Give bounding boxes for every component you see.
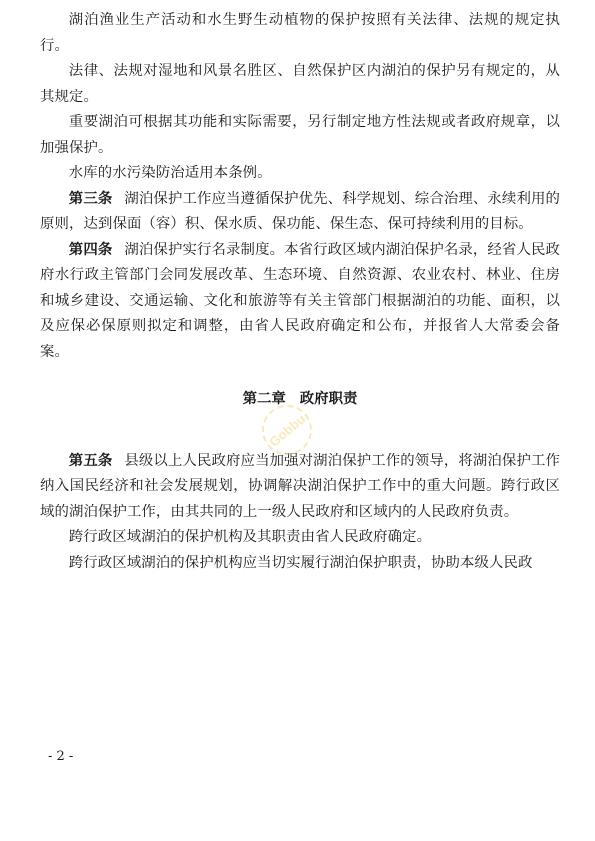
article-3-text: 湖泊保护工作应当遵循保护优先、科学规划、综合治理、永续利用的原则，达到保面（容）积、保水质、保功能、保生态、保可持续利用的目标。 — [40, 190, 560, 232]
page-number: - 2 - — [48, 749, 74, 764]
article-5-label: 第五条 — [68, 452, 113, 469]
paragraph-wetland: 法律、法规对湿地和风景名胜区、自然保护区内湖泊的保护另有规定的，从其规定。 — [40, 63, 560, 105]
article-4-label: 第四条 — [68, 241, 113, 258]
watermark-logo — [252, 395, 322, 465]
chapter-number: 第二章 — [242, 391, 286, 407]
paragraph-cross-region-agency: 跨行政区域湖泊的保护机构及其职责由省人民政府确定。 — [68, 529, 432, 545]
paragraph-fishery: 湖泊渔业生产活动和水生野生动植物的保护按照有关法律、法规的规定执行。 — [40, 12, 560, 54]
article-4 — [40, 238, 560, 366]
document-body — [40, 8, 560, 576]
paragraph-reservoir: 水库的水污染防治适用本条例。 — [68, 165, 272, 181]
paragraph-important-lakes: 重要湖泊可根据其功能和实际需要，另行制定地方性法规或者政府规章，以加强保护。 — [40, 114, 560, 156]
article-3-label: 第三条 — [68, 190, 113, 207]
article-3 — [40, 187, 560, 238]
svg-text:Gobbu: Gobbu — [266, 411, 309, 450]
chapter-title: 政府职责 — [299, 391, 358, 407]
paragraph-cross-region-duties: 跨行政区域湖泊的保护机构应当切实履行湖泊保护职责，协助本级人民政 — [68, 554, 533, 571]
article-4-text: 湖泊保护实行名录制度。本省行政区域内湖泊保护名录，经省人民政府水行政主管部门会同发展改革、生态环境、自然资源、农业农村、林业、住房和城乡建设、交通运输、文化和旅游等有关主管部门根据湖泊的功能、面积，以及应保必保原则拟定和调整，由省人民政府确定和公布，并报省人大常委会备案。 — [40, 241, 560, 360]
article-5-text: 县级以上人民政府应当加强对湖泊保护工作的领导，将湖泊保护工作纳入国民经济和社会发展规划，协调解决湖泊保护工作中的重大问题。跨行政区域的湖泊保护工作，由其共同的上一级人民政府和区域内的人民政府负责。 — [40, 452, 560, 520]
